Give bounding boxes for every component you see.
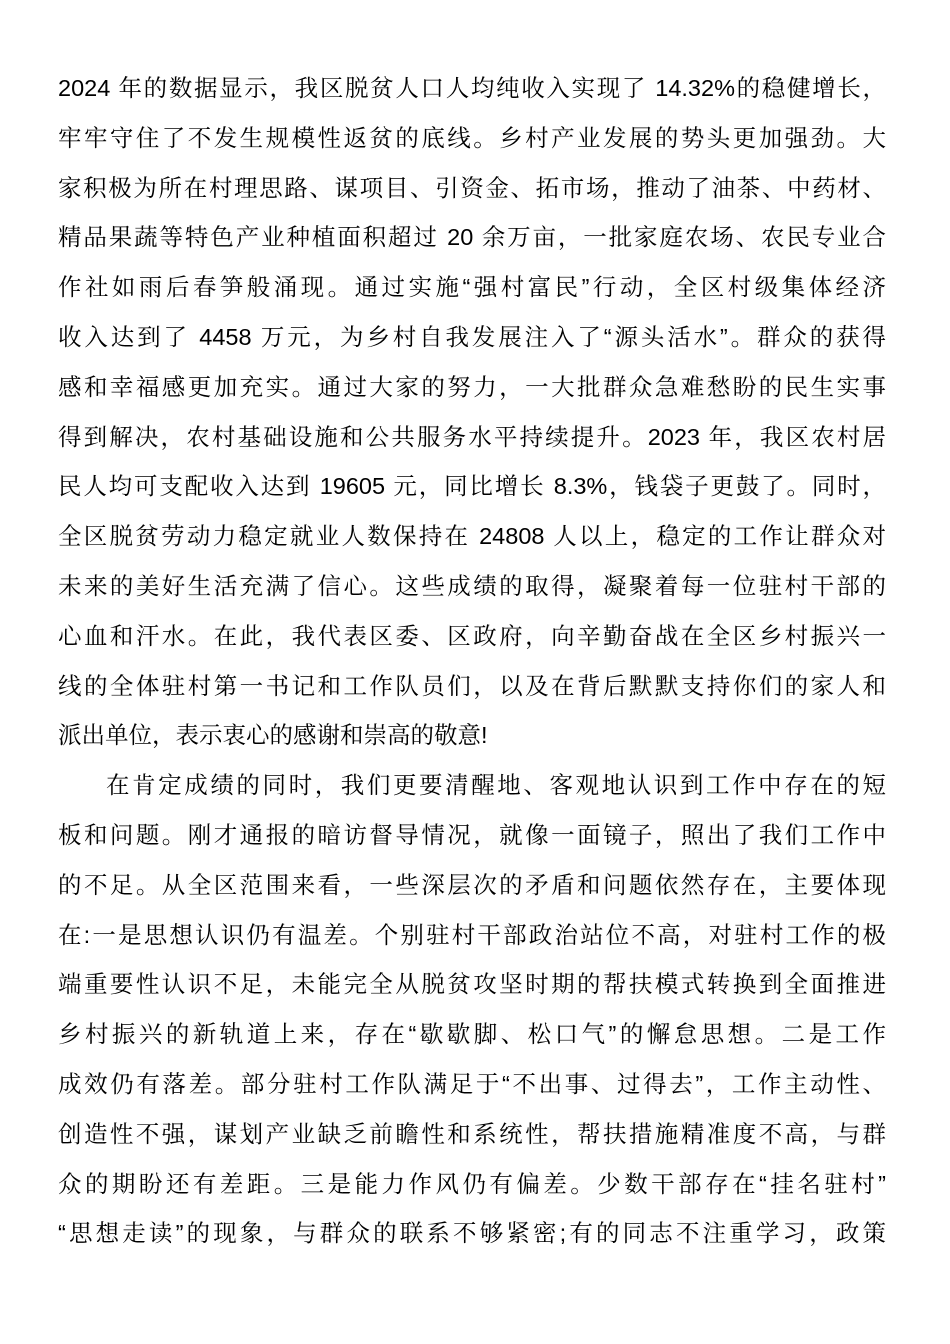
document-page	[58, 68, 886, 1263]
text-line: 收入达到了 4458 万元，为乡村自我发展注入了“源头活水”。群众的获得	[58, 323, 886, 350]
paragraph-start-line: 在肯定成绩的同时，我们更要清醒地、客观地认识到工作中存在的短	[106, 772, 886, 799]
text-line: 民人均可支配收入达到 19605 元，同比增长 8.3%，钱袋子更鼓了。同时，	[58, 473, 886, 500]
text-line: 未来的美好生活充满了信心。这些成绩的取得，凝聚着每一位驻村干部的	[58, 572, 886, 599]
text-line: “思想走读”的现象，与群众的联系不够紧密;有的同志不注重学习，政策	[58, 1220, 886, 1247]
text-line: 2024 年的数据显示，我区脱贫人口人均纯收入实现了 14.32%的稳健增长，	[58, 75, 886, 101]
text-line: 作社如雨后春笋般涌现。通过实施“强村富民”行动，全区村级集体经济	[58, 274, 886, 301]
text-line: 的不足。从全区范围来看，一些深层次的矛盾和问题依然存在，主要体现	[58, 871, 886, 898]
text-line: 成效仍有落差。部分驻村工作队满足于“不出事、过得去”，工作主动性、	[58, 1070, 886, 1097]
text-line: 精品果蔬等特色产业种植面积超过 20 余万亩，一批家庭农场、农民专业合	[58, 224, 886, 251]
text-line: 得到解决，农村基础设施和公共服务水平持续提升。2023 年，我区农村居	[58, 423, 886, 450]
text-line: 心血和汗水。在此，我代表区委、区政府，向辛勤奋战在全区乡村振兴一	[58, 622, 886, 649]
text-line: 线的全体驻村第一书记和工作队员们，以及在背后默默支持你们的家人和	[58, 672, 886, 699]
paragraph-end-line: 派出单位，表示衷心的感谢和崇高的敬意!	[58, 722, 488, 749]
text-line: 创造性不强，谋划产业缺乏前瞻性和系统性，帮扶措施精准度不高，与群	[58, 1120, 886, 1147]
text-line: 家积极为所在村理思路、谋项目、引资金、拓市场，推动了油茶、中药材、	[58, 174, 886, 201]
text-line: 端重要性认识不足，未能完全从脱贫攻坚时期的帮扶模式转换到全面推进	[58, 971, 886, 998]
text-line: 板和问题。刚才通报的暗访督导情况，就像一面镜子，照出了我们工作中	[58, 821, 886, 848]
text-line: 全区脱贫劳动力稳定就业人数保持在 24808 人以上，稳定的工作让群众对	[58, 523, 886, 550]
text-line: 牢牢守住了不发生规模性返贫的底线。乡村产业发展的势头更加强劲。大	[58, 124, 886, 151]
text-line: 众的期盼还有差距。三是能力作风仍有偏差。少数干部存在“挂名驻村”	[58, 1170, 886, 1197]
text-line: 乡村振兴的新轨道上来，存在“歇歇脚、松口气”的懈怠思想。二是工作	[58, 1021, 886, 1048]
text-line: 感和幸福感更加充实。通过大家的努力，一大批群众急难愁盼的民生实事	[58, 373, 886, 400]
text-line: 在:一是思想认识仍有温差。个别驻村干部政治站位不高，对驻村工作的极	[58, 921, 886, 948]
